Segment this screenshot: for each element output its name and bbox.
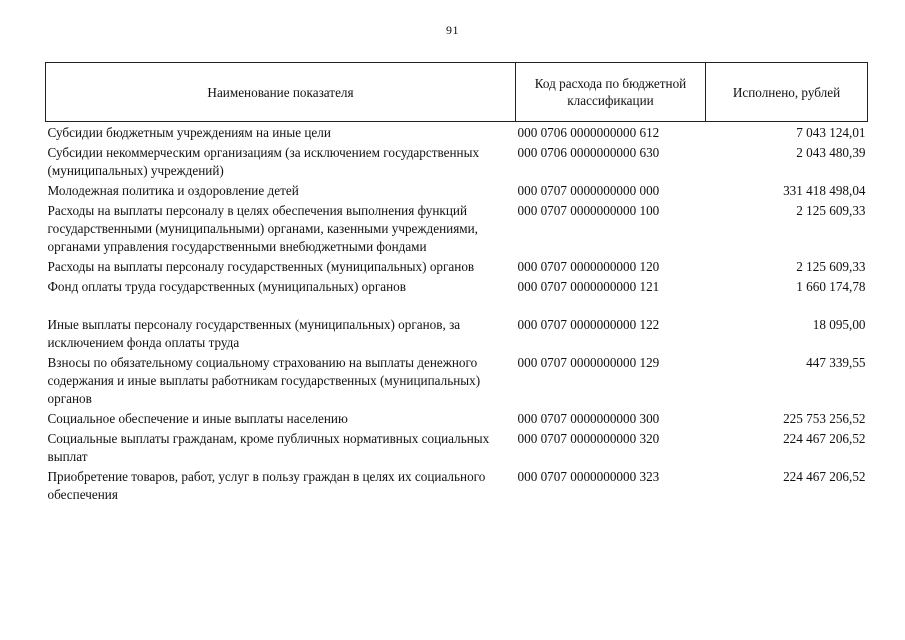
row-name: Фонд оплаты труда государственных (муниципальных) органов — [47, 279, 407, 294]
table-row — [46, 410, 868, 430]
table-row — [46, 182, 868, 202]
row-code: 000 0707 0000000000 129 — [517, 355, 660, 370]
header-amount: Исполнено, рублей — [706, 63, 868, 122]
row-name: Расходы на выплаты персоналу в целях обеспечения выполнения функций государственными (муниципальными) органами, казенными учреждениями, органами управления государственными внебюджетными фондами — [47, 203, 478, 254]
table-row — [46, 122, 868, 145]
row-amount: 225 753 256,52 — [783, 411, 866, 426]
table-row — [46, 278, 868, 316]
row-code: 000 0706 0000000000 612 — [517, 125, 660, 140]
header-name: Наименование показателя — [46, 63, 516, 122]
row-amount: 2 043 480,39 — [796, 145, 866, 160]
row-name: Субсидии некоммерческим организациям (за исключением государственных (муниципальных) учреждений) — [47, 145, 480, 178]
row-code: 000 0707 0000000000 320 — [517, 431, 660, 446]
page-number: 91 — [446, 23, 459, 37]
row-amount: 331 418 498,04 — [783, 183, 866, 198]
row-code: 000 0707 0000000000 121 — [517, 279, 660, 294]
row-code: 000 0706 0000000000 630 — [517, 145, 660, 160]
row-name: Молодежная политика и оздоровление детей — [47, 183, 299, 198]
table-row — [46, 202, 868, 258]
row-code: 000 0707 0000000000 122 — [517, 317, 660, 332]
row-code: 000 0707 0000000000 120 — [517, 259, 660, 274]
row-amount: 2 125 609,33 — [796, 259, 866, 274]
row-amount: 2 125 609,33 — [796, 203, 866, 218]
row-amount: 1 660 174,78 — [796, 279, 866, 294]
row-name: Социальное обеспечение и иные выплаты населению — [47, 411, 348, 426]
table-row — [46, 258, 868, 278]
row-amount: 18 095,00 — [812, 317, 866, 332]
table-header-row — [46, 63, 868, 122]
row-amount: 7 043 124,01 — [796, 125, 866, 140]
table-row — [46, 316, 868, 354]
table-row — [46, 430, 868, 468]
row-name: Субсидии бюджетным учреждениям на иные цели — [47, 125, 331, 140]
row-code: 000 0707 0000000000 300 — [517, 411, 660, 426]
row-amount: 224 467 206,52 — [783, 431, 866, 446]
table-row — [46, 468, 868, 506]
table-row — [46, 144, 868, 182]
row-name: Приобретение товаров, работ, услуг в пользу граждан в целях их социального обеспечения — [47, 469, 486, 502]
table-row — [46, 354, 868, 410]
row-amount: 447 339,55 — [806, 355, 866, 370]
row-name: Иные выплаты персоналу государственных (муниципальных) органов, за исключением фонда оплаты труда — [47, 317, 461, 350]
row-code: 000 0707 0000000000 323 — [517, 469, 660, 484]
header-code: Код расхода по бюджетной классификации — [516, 63, 706, 122]
budget-table — [45, 62, 868, 506]
row-name: Социальные выплаты гражданам, кроме публичных нормативных социальных выплат — [47, 431, 490, 464]
row-amount: 224 467 206,52 — [783, 469, 866, 484]
row-code: 000 0707 0000000000 000 — [517, 183, 660, 198]
row-code: 000 0707 0000000000 100 — [517, 203, 660, 218]
row-name: Расходы на выплаты персоналу государственных (муниципальных) органов — [47, 259, 475, 274]
row-name: Взносы по обязательному социальному страхованию на выплаты денежного содержания и иные выплаты работникам государственных (муниципальных) органов — [47, 355, 481, 406]
